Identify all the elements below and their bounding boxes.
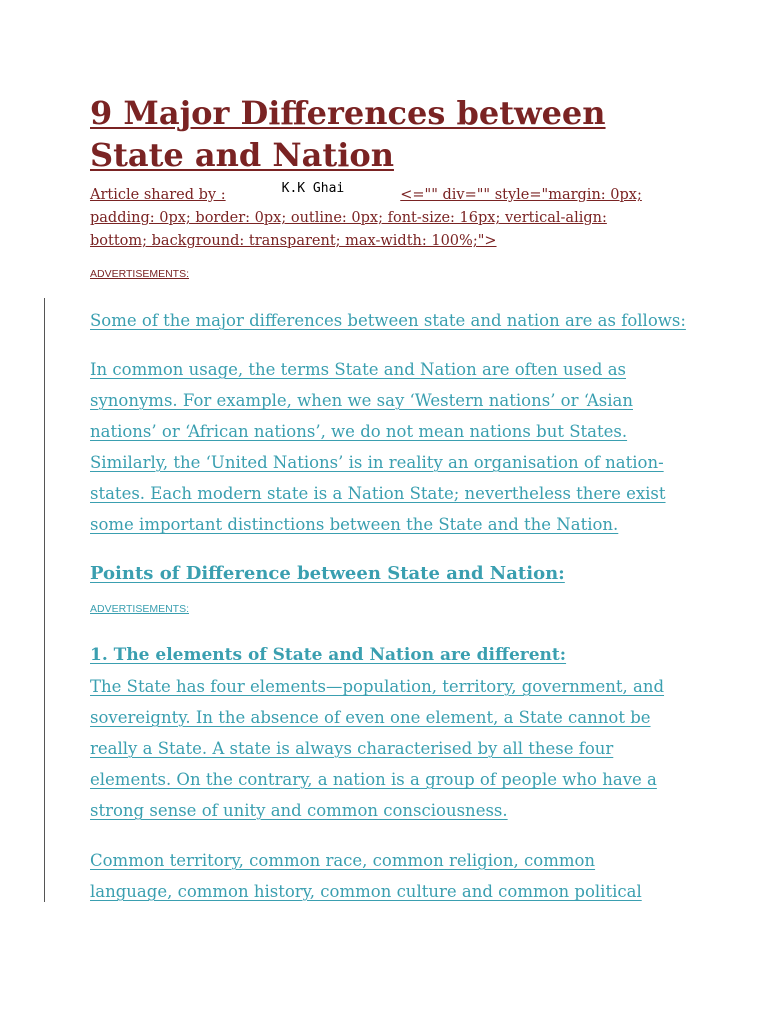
advertisement-label[interactable]: ADVERTISEMENTS: [90,268,189,280]
article-byline[interactable] [90,181,650,253]
advertisement-label[interactable]: ADVERTISEMENTS: [90,603,189,615]
left-margin-rule [44,298,45,902]
author-name: K.K Ghai [281,181,345,196]
usage-paragraph[interactable]: In common usage, the terms State and Nation are often used as synonyms. For example, when we say ‘Western nations’ or ‘Asian nations’ or ‘African nations’, we do not mean nations but States. Similarly, the ‘United Nations’ is in reality an organisation of nation-states. Each modern state is a Nation State; nevertheless there exist some important distinctions between the State and the Nation. [90,360,666,534]
point-1-continued[interactable]: Common territory, common race, common religion, common language, common history, common culture and common political [90,851,642,901]
article-title[interactable]: 9 Major Differences between State and Nation [90,94,606,174]
point-1-body[interactable]: The State has four elements—population, territory, government, and sovereignty. In the absence of even one element, a State cannot be really a State. A state is always characterised by all these four elements. On the contrary, a nation is a group of people who have a strong sense of unity and common consciousness. [90,677,665,820]
section-heading[interactable]: Points of Difference between State and Nation: [90,563,565,584]
point-1-heading[interactable]: 1. The elements of State and Nation are different: [90,645,567,665]
byline-prefix: Article shared by : [90,187,226,203]
byline-stray-markup: <="" div="" style="margin: 0px; padding: 0px; border: 0px; outline: 0px; font-size: 16px; vertical-align: bottom; background: transparent; max-width: 100%;"> [90,187,642,249]
intro-paragraph[interactable]: Some of the major differences between state and nation are as follows: [90,311,686,330]
